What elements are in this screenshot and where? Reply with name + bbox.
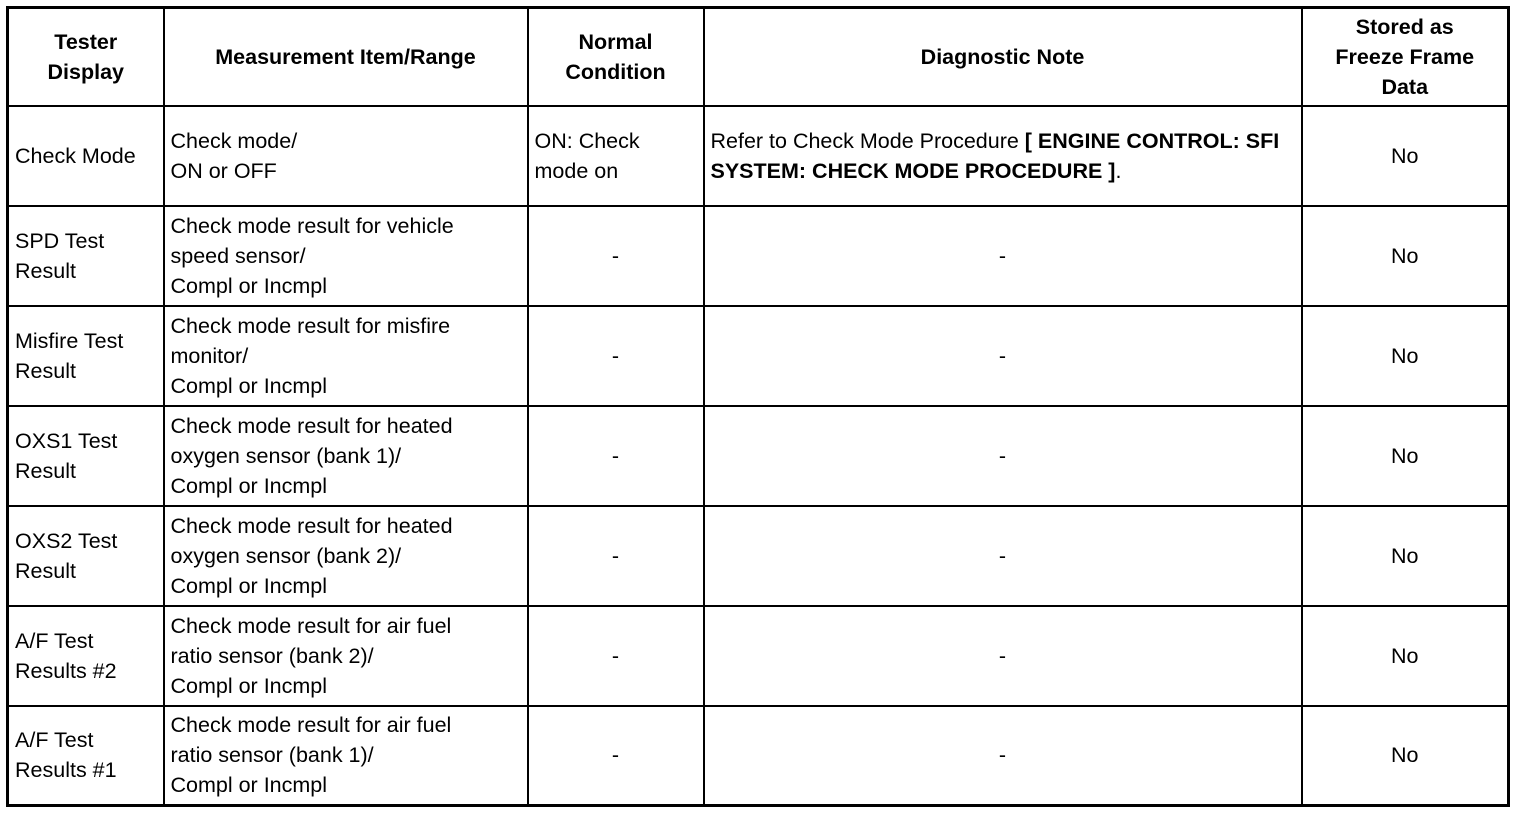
header-freeze-frame: Stored as Freeze Frame Data [1302,8,1509,106]
cell-measurement: Check mode result for misfire monitor/ Compl or Incmpl [164,306,528,406]
cell-diagnostic-note: - [704,506,1302,606]
cell-diagnostic-note: - [704,306,1302,406]
cell-freeze-frame: No [1302,306,1509,406]
cell-normal-condition: - [528,706,704,806]
check-mode-procedure-link[interactable]: [ ENGINE CONTROL: SFI SYSTEM: CHECK MODE PROCEDURE ] [710,128,1280,183]
cell-tester-display: SPD Test Result [8,206,164,306]
cell-normal-condition: - [528,206,704,306]
cell-diagnostic-note: - [704,706,1302,806]
cell-tester-display: A/F Test Results #1 [8,706,164,806]
cell-tester-display: A/F Test Results #2 [8,606,164,706]
table-row [8,406,1509,506]
note-suffix: . [1115,158,1122,183]
cell-normal-condition: - [528,306,704,406]
cell-diagnostic-note: - [704,606,1302,706]
table-row [8,506,1509,606]
header-normal-condition: Normal Condition [528,8,704,106]
cell-normal-condition: ON: Check mode on [528,106,704,206]
cell-diagnostic-note: - [704,406,1302,506]
cell-normal-condition: - [528,406,704,506]
cell-measurement: Check mode result for heated oxygen sensor (bank 1)/ Compl or Incmpl [164,406,528,506]
cell-measurement: Check mode/ ON or OFF [164,106,528,206]
diagnostic-data-table [6,6,1510,807]
cell-tester-display: Misfire Test Result [8,306,164,406]
table-row [8,706,1509,806]
cell-measurement: Check mode result for heated oxygen sensor (bank 2)/ Compl or Incmpl [164,506,528,606]
cell-tester-display: OXS1 Test Result [8,406,164,506]
header-tester-display: Tester Display [8,8,164,106]
cell-tester-display: Check Mode [8,106,164,206]
cell-measurement: Check mode result for vehicle speed sensor/ Compl or Incmpl [164,206,528,306]
cell-diagnostic-note [704,106,1302,206]
cell-tester-display: OXS2 Test Result [8,506,164,606]
cell-freeze-frame: No [1302,506,1509,606]
cell-freeze-frame: No [1302,406,1509,506]
table-row [8,306,1509,406]
cell-freeze-frame: No [1302,706,1509,806]
header-diagnostic-note: Diagnostic Note [704,8,1302,106]
header-row [8,8,1509,106]
table-row [8,106,1509,206]
cell-measurement: Check mode result for air fuel ratio sensor (bank 1)/ Compl or Incmpl [164,706,528,806]
cell-normal-condition: - [528,506,704,606]
table-row [8,606,1509,706]
table-row [8,206,1509,306]
cell-freeze-frame: No [1302,106,1509,206]
cell-measurement: Check mode result for air fuel ratio sensor (bank 2)/ Compl or Incmpl [164,606,528,706]
cell-diagnostic-note: - [704,206,1302,306]
note-text: Refer to Check Mode Procedure [710,128,1025,153]
table-container [6,6,1510,807]
cell-freeze-frame: No [1302,206,1509,306]
cell-freeze-frame: No [1302,606,1509,706]
cell-normal-condition: - [528,606,704,706]
header-measurement: Measurement Item/Range [164,8,528,106]
